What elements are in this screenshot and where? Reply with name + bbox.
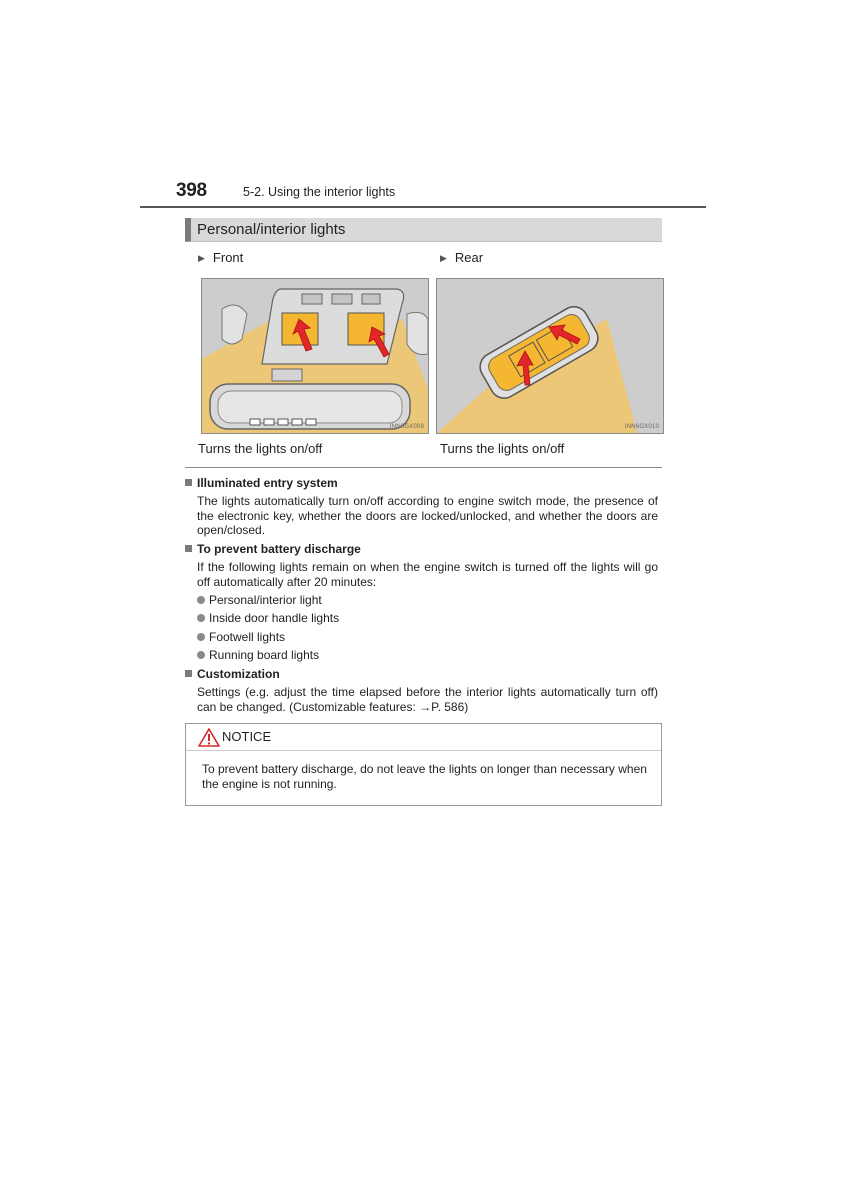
prevent-discharge-text: If the following lights remain on when the engine switch is turned off the lights will go off automatically after 20 minutes: <box>197 560 658 589</box>
notice-box <box>185 723 662 806</box>
list-item-text: Running board lights <box>209 648 320 662</box>
illuminated-entry-text: The lights automatically turn on/off according to engine switch mode, the presence of the electronic key, whether the doors are locked/unlocked, and whether the doors are open/closed. <box>197 494 658 537</box>
section-title-bar <box>185 218 662 242</box>
front-label <box>198 250 243 265</box>
list-item-text: Inside door handle lights <box>209 611 340 625</box>
heading-text: To prevent battery discharge <box>197 542 361 556</box>
front-light-illustration <box>201 278 429 434</box>
notice-text: To prevent battery discharge, do not leave the lights on longer than necessary when the engine is not running. <box>202 762 647 791</box>
list-item <box>197 593 322 607</box>
warning-triangle-icon <box>198 728 220 747</box>
page-number: 398 <box>176 180 207 201</box>
heading-text: Illuminated entry system <box>197 476 338 490</box>
square-bullet-icon <box>185 479 192 486</box>
triangle-icon: ▶ <box>198 253 205 263</box>
bullet-dot-icon <box>197 596 205 604</box>
heading-text: Customization <box>197 667 280 681</box>
list-item <box>197 648 319 662</box>
heading-illuminated-entry <box>185 476 338 490</box>
list-item-text: Personal/interior light <box>209 593 322 607</box>
heading-prevent-discharge <box>185 542 361 556</box>
square-bullet-icon <box>185 545 192 552</box>
rear-light-illustration <box>436 278 664 434</box>
rear-label <box>440 250 483 265</box>
triangle-icon: ▶ <box>440 253 447 263</box>
front-caption: Turns the lights on/off <box>198 441 323 456</box>
header-rule <box>140 206 706 208</box>
notice-header <box>186 724 661 751</box>
bullet-dot-icon <box>197 614 205 622</box>
rear-caption: Turns the lights on/off <box>440 441 565 456</box>
section-path: 5-2. Using the interior lights <box>243 185 396 199</box>
rear-figure-code: INN6GX010 <box>624 424 659 430</box>
bullet-dot-icon <box>197 633 205 641</box>
list-item-text: Footwell lights <box>209 630 286 644</box>
customization-text: Settings (e.g. adjust the time elapsed before the interior lights automatically turn off) can be changed. (Customizable features: →P. 586) <box>197 685 658 714</box>
front-figure-code: INN6GX008 <box>389 424 424 430</box>
section-title: Personal/interior lights <box>197 221 346 238</box>
rear-label-text: Rear <box>454 250 484 265</box>
bullet-dot-icon <box>197 651 205 659</box>
square-bullet-icon <box>185 670 192 677</box>
front-label-text: Front <box>212 250 244 265</box>
heading-customization <box>185 667 280 681</box>
list-item <box>197 611 339 625</box>
notice-label: NOTICE <box>222 729 272 744</box>
divider <box>185 467 662 468</box>
list-item <box>197 630 285 644</box>
